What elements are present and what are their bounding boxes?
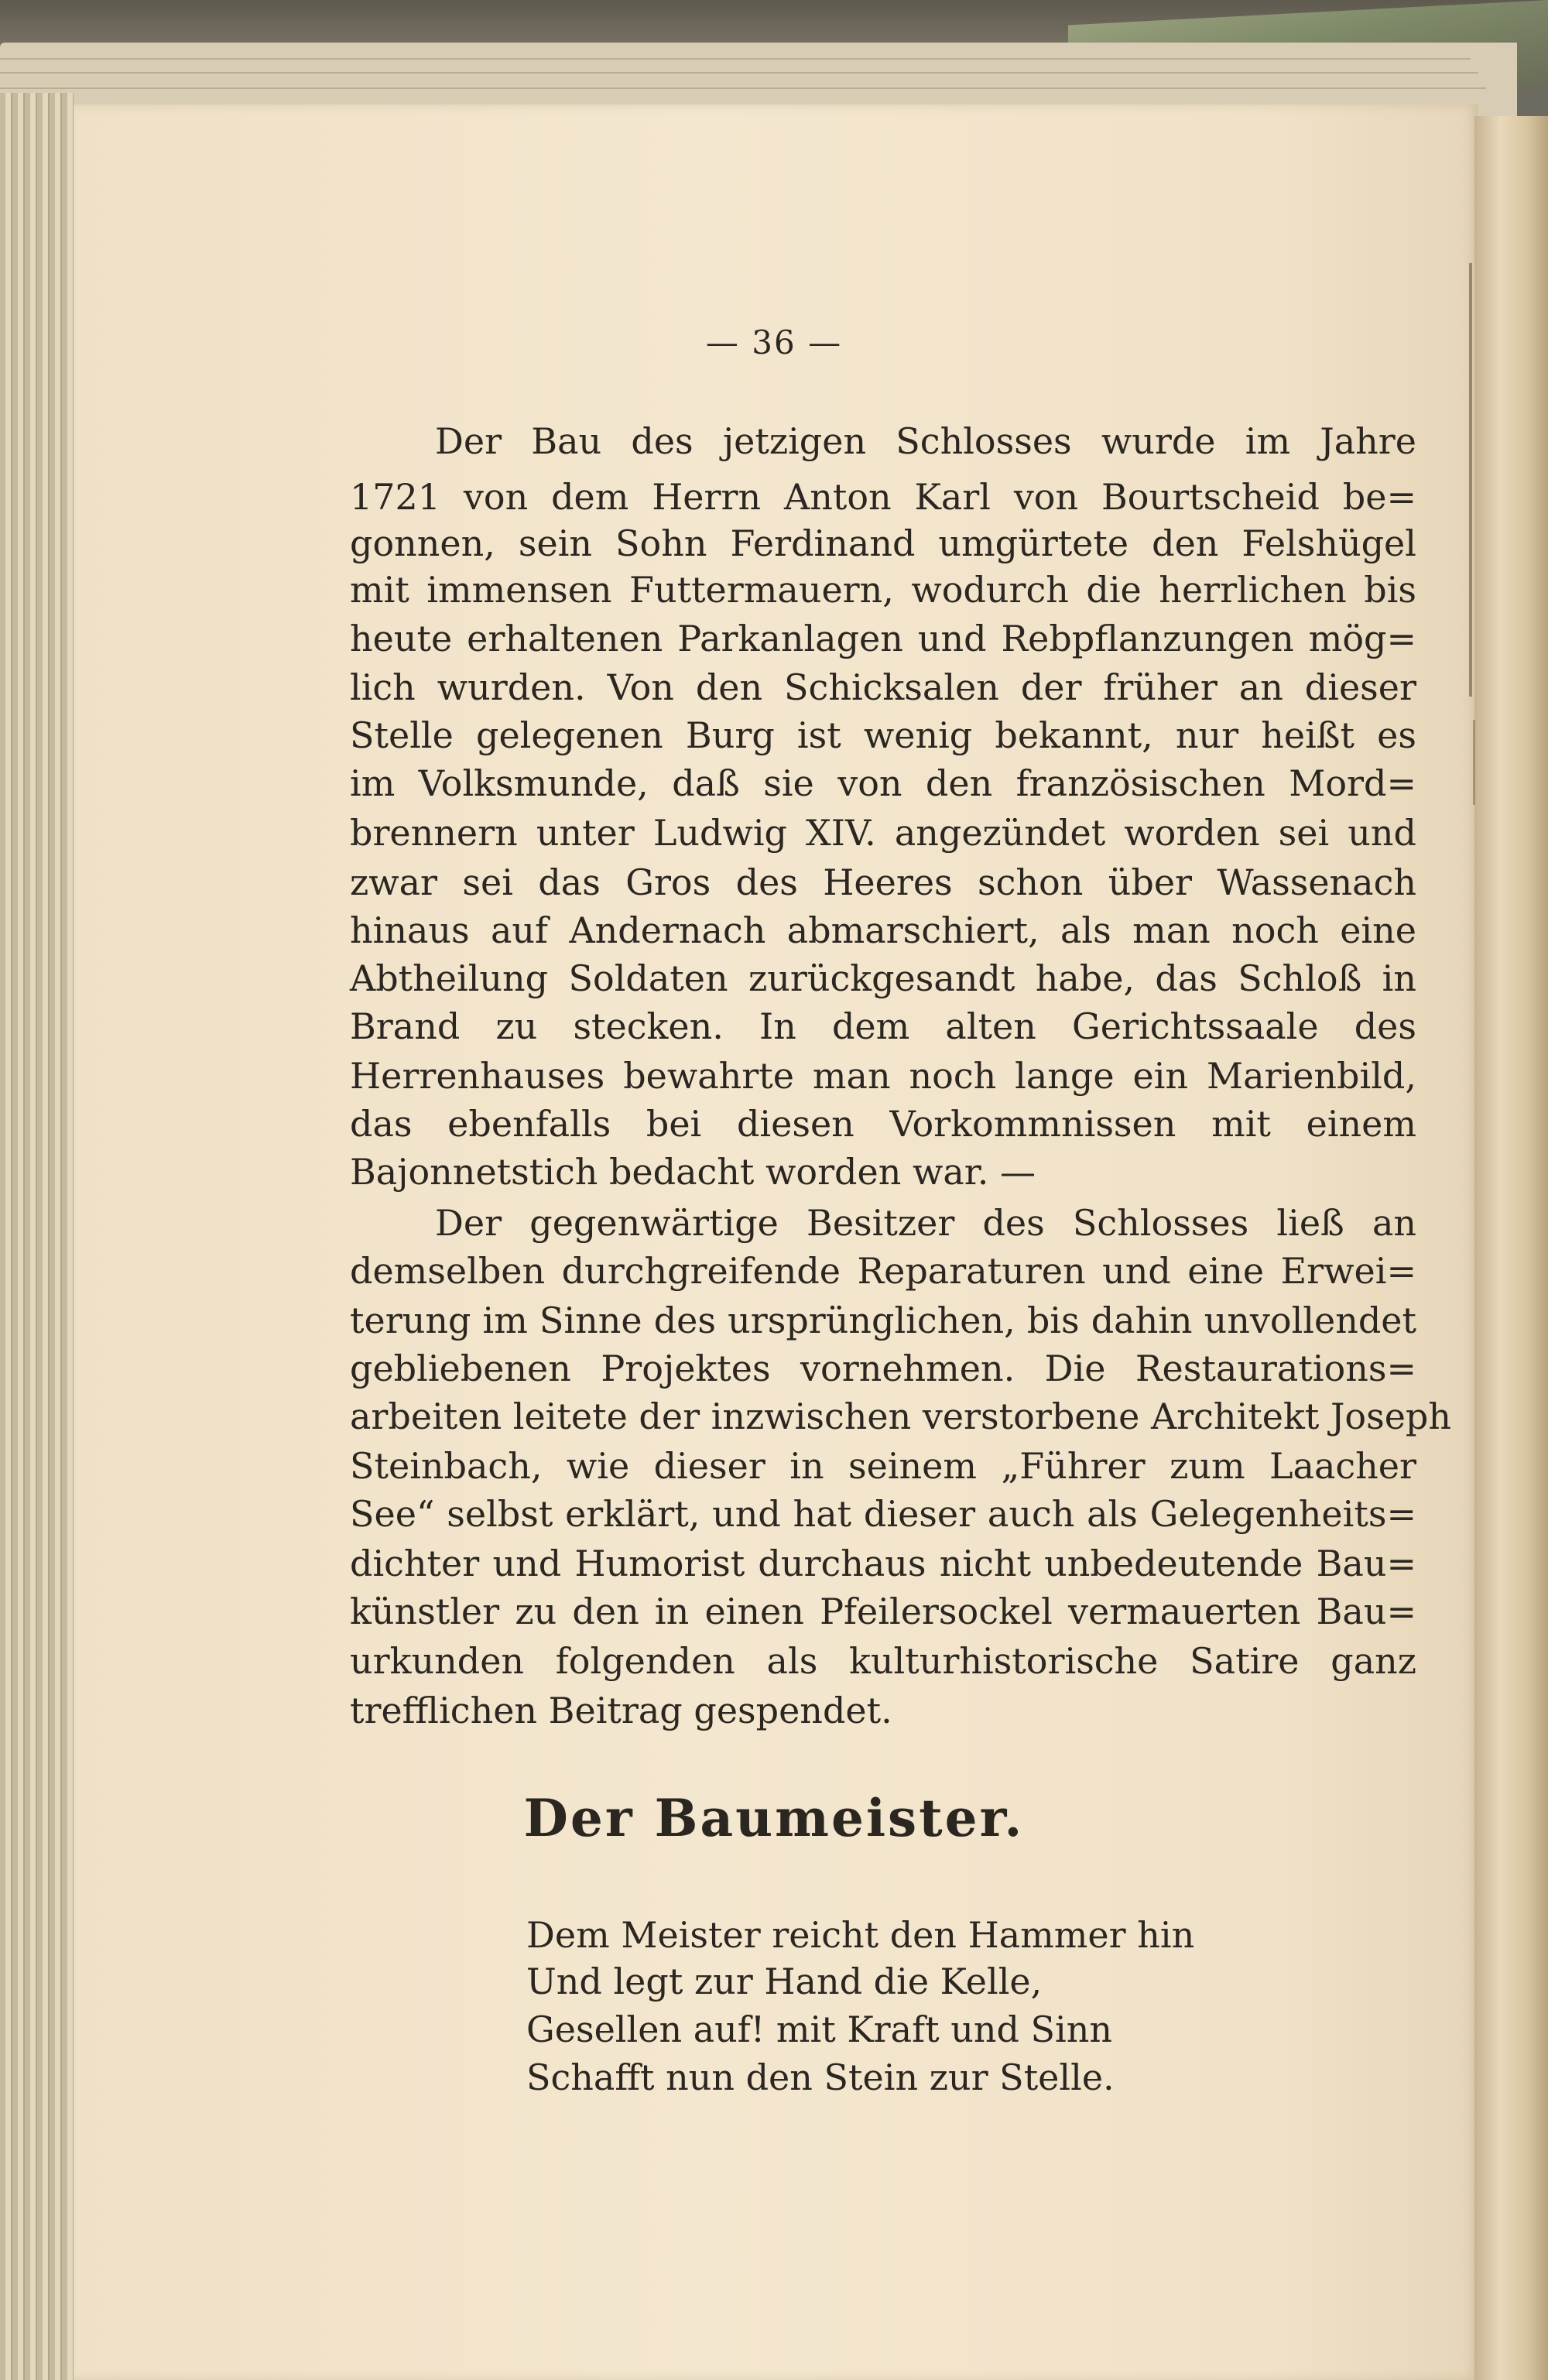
paragraph-2-line: urkunden folgenden als kulturhistorische Satire ganz [350,1640,1416,1682]
paragraph-2-line: terung im Sinne des ursprünglichen, bis dahin unvollendet [350,1300,1416,1341]
paragraph-1-line: Stelle gelegenen Burg ist wenig bekannt, nur heißt es [350,714,1416,756]
paragraph-1-line: zwar sei das Gros des Heeres schon über Wassenach [350,861,1416,903]
page-number: — 36 — [705,324,843,361]
paragraph-2-line: arbeiten leitete der inzwischen verstorbene Architekt Joseph [350,1395,1451,1437]
paragraph-1-line: Brand zu stecken. In dem alten Gerichtssaale des [350,1005,1416,1047]
paragraph-2-line: künstler zu den in einen Pfeilersockel vermauerten Bau= [350,1591,1416,1632]
paragraph-1-line: 1721 von dem Herrn Anton Karl von Bourtscheid be= [350,476,1416,518]
paragraph-2-line: dichter und Humorist durchaus nicht unbedeutende Bau= [350,1543,1416,1584]
paragraph-1-line: Abtheilung Soldaten zurückgesandt habe, das Schloß in [350,957,1416,999]
paragraph-1-line: das ebenfalls bei diesen Vorkommnissen mit einem [350,1103,1416,1145]
paragraph-1-line: gonnen, sein Sohn Ferdinand umgürtete den Felshügel [350,522,1416,564]
left-page-edges [0,93,74,2380]
book-gutter [1474,116,1548,2380]
page-mark [1473,720,1475,805]
paragraph-1-line: lich wurden. Von den Schicksalen der früher an dieser [350,666,1416,708]
paragraph-1-line: Herrenhauses bewahrte man noch lange ein Marienbild, [350,1055,1416,1097]
paragraph-2-line: demselben durchgreifende Reparaturen und eine Erwei= [350,1250,1416,1292]
paragraph-2-line: Steinbach, wie dieser in seinem „Führer zum Laacher [350,1445,1416,1487]
paragraph-1-line: mit immensen Futtermauern, wodurch die herrlichen bis [350,569,1416,611]
paragraph-1-line: Bajonnetstich bedacht worden war. — [350,1151,1036,1193]
verse-line: Gesellen auf! mit Kraft und Sinn [526,2008,1113,2050]
verse-line: Dem Meister reicht den Hammer hin [526,1914,1195,1956]
paragraph-1-line: Der Bau des jetzigen Schlosses wurde im Jahre [435,420,1416,462]
poem-title: Der Baumeister. [523,1788,1025,1848]
paragraph-2-line: Der gegenwärtige Besitzer des Schlosses ließ an [435,1202,1416,1244]
paragraph-1-line: heute erhaltenen Parkanlagen und Rebpflanzungen mög= [350,618,1416,659]
paragraph-1-line: im Volksmunde, daß sie von den französischen Mord= [350,762,1416,804]
paragraph-2-line: See“ selbst erklärt, und hat dieser auch als Gelegenheits= [350,1493,1416,1535]
verse-line: Schafft nun den Stein zur Stelle. [526,2056,1115,2098]
paragraph-1-line: brennern unter Ludwig XIV. angezündet worden sei und [350,812,1416,854]
paragraph-2-line: trefflichen Beitrag gespendet. [350,1690,892,1731]
verse-line: Und legt zur Hand die Kelle, [526,1961,1043,2002]
paragraph-2-line: gebliebenen Projektes vornehmen. Die Restaurations= [350,1348,1416,1389]
paragraph-1-line: hinaus auf Andernach abmarschiert, als man noch eine [350,909,1416,951]
